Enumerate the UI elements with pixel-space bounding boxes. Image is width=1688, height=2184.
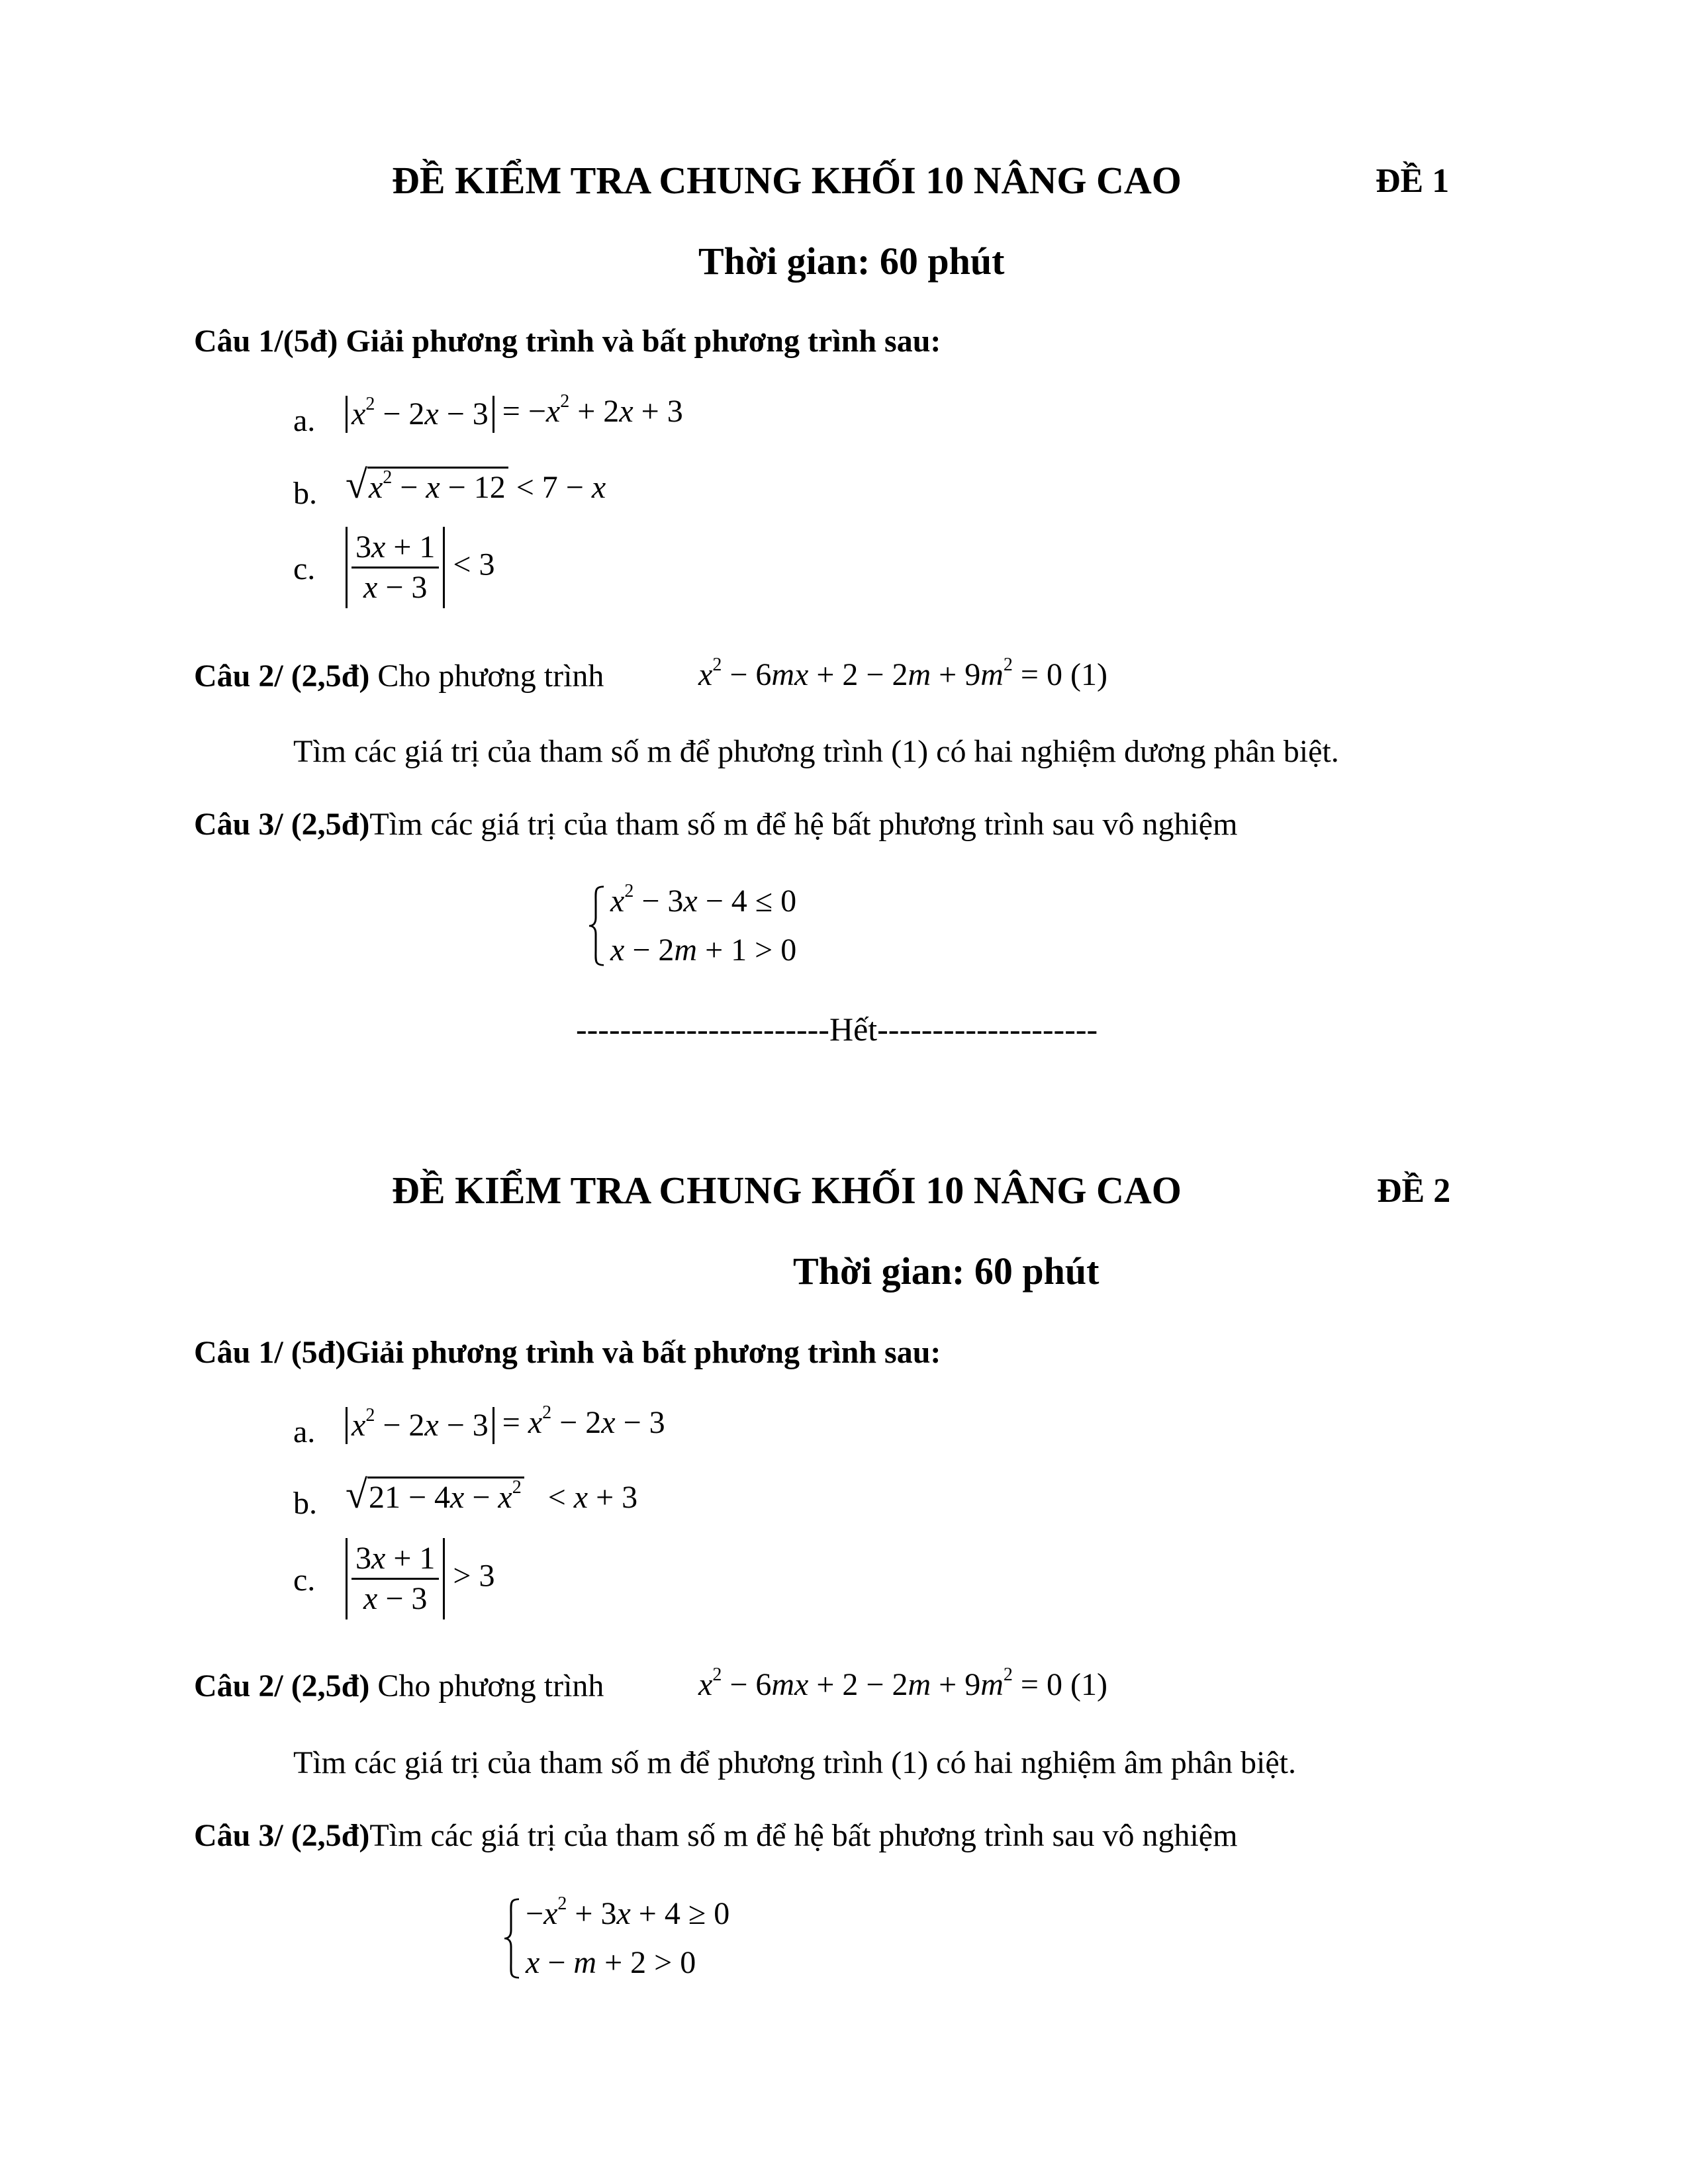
exam1-q1a-equation: $x^2 - 2x - 3 = -x^2 + 2x + 3$ bbox=[346, 396, 683, 433]
exam2-q3-system: $-x^2 + 3x + 4 \ge 0$ x − m + 2 > 0 bbox=[503, 1898, 729, 1979]
exam2-q1c-inequality: $\frac{3x + 1}{x - 3}$ > 3 bbox=[346, 1538, 494, 1619]
exam1-title: ĐỀ KIỂM TRA CHUNG KHỐI 10 NÂNG CAO bbox=[392, 159, 1182, 202]
exam1-code: ĐỀ 1 bbox=[1376, 162, 1450, 200]
exam2-q3-heading: Câu 3/ (2,5đ)Tìm các giá trị của tham số m để hệ bất phương trình sau vô nghiệm bbox=[194, 1818, 1238, 1853]
exam1-q2-task: Tìm các giá trị của tham số m để phương trình (1) có hai nghiệm dương phân biệt. bbox=[293, 734, 1339, 769]
exam2-q1c-label: c. bbox=[293, 1563, 316, 1598]
exam2-brace-icon bbox=[503, 1898, 520, 1979]
exam1-end-marker: -----------------------Hết-------------------- bbox=[576, 1011, 1098, 1048]
exam2-code: ĐỀ 2 bbox=[1377, 1172, 1451, 1210]
exam1-q2-heading: Câu 2/ (2,5đ) Cho phương trình bbox=[194, 659, 604, 694]
exam1-q1c-label: c. bbox=[293, 551, 316, 586]
exam1-q1-heading: Câu 1/(5đ) Giải phương trình và bất phương trình sau: bbox=[194, 324, 941, 359]
exam2-q1-heading: Câu 1/ (5đ)Giải phương trình và bất phương trình sau: bbox=[194, 1335, 941, 1370]
exam2-title: ĐỀ KIỂM TRA CHUNG KHỐI 10 NÂNG CAO bbox=[392, 1169, 1182, 1212]
exam1-q1a-label: a. bbox=[293, 403, 316, 438]
exam1-q3-heading: Câu 3/ (2,5đ)Tìm các giá trị của tham số m để hệ bất phương trình sau vô nghiệm bbox=[194, 807, 1238, 842]
exam1-q1b-inequality: √ $x^2 - x - 12$ < 7 − x bbox=[346, 463, 606, 506]
exam1-q1c-rhs: < 3 bbox=[453, 547, 495, 582]
exam2-q1a-label: a. bbox=[293, 1414, 316, 1449]
exam2-q1a-equation: $x^2 - 2x - 3 = x^2 - 2x - 3$ bbox=[346, 1407, 665, 1444]
exam2-time: Thời gian: 60 phút bbox=[793, 1250, 1100, 1293]
exam2-q1b-inequality: √ $21 - 4x - x^2$ < x + 3 bbox=[346, 1473, 638, 1516]
exam1-time: Thời gian: 60 phút bbox=[698, 240, 1005, 283]
exam2-q1b-label: b. bbox=[293, 1486, 317, 1521]
exam1-q1c-inequality: $\frac{3x + 1}{x - 3}$ < 3 bbox=[346, 527, 494, 608]
exam2-q1c-rhs: > 3 bbox=[453, 1558, 495, 1594]
exam1-q2-equation: $x^2 - 6mx + 2 - 2m + 9m^2 = 0$ (1) bbox=[698, 655, 1107, 692]
exam1-q3-system: $x^2 - 3x - 4 \le 0$ x − 2m + 1 > 0 bbox=[588, 886, 796, 966]
exam2-q2-task: Tìm các giá trị của tham số m để phương trình (1) có hai nghiệm âm phân biệt. bbox=[293, 1745, 1296, 1780]
exam1-brace-icon bbox=[588, 886, 605, 966]
exam1-q1b-label: b. bbox=[293, 476, 317, 511]
exam2-q2-equation: $x^2 - 6mx + 2 - 2m + 9m^2 = 0$ (1) bbox=[698, 1664, 1107, 1702]
exam2-q2-heading: Câu 2/ (2,5đ) Cho phương trình bbox=[194, 1668, 604, 1704]
